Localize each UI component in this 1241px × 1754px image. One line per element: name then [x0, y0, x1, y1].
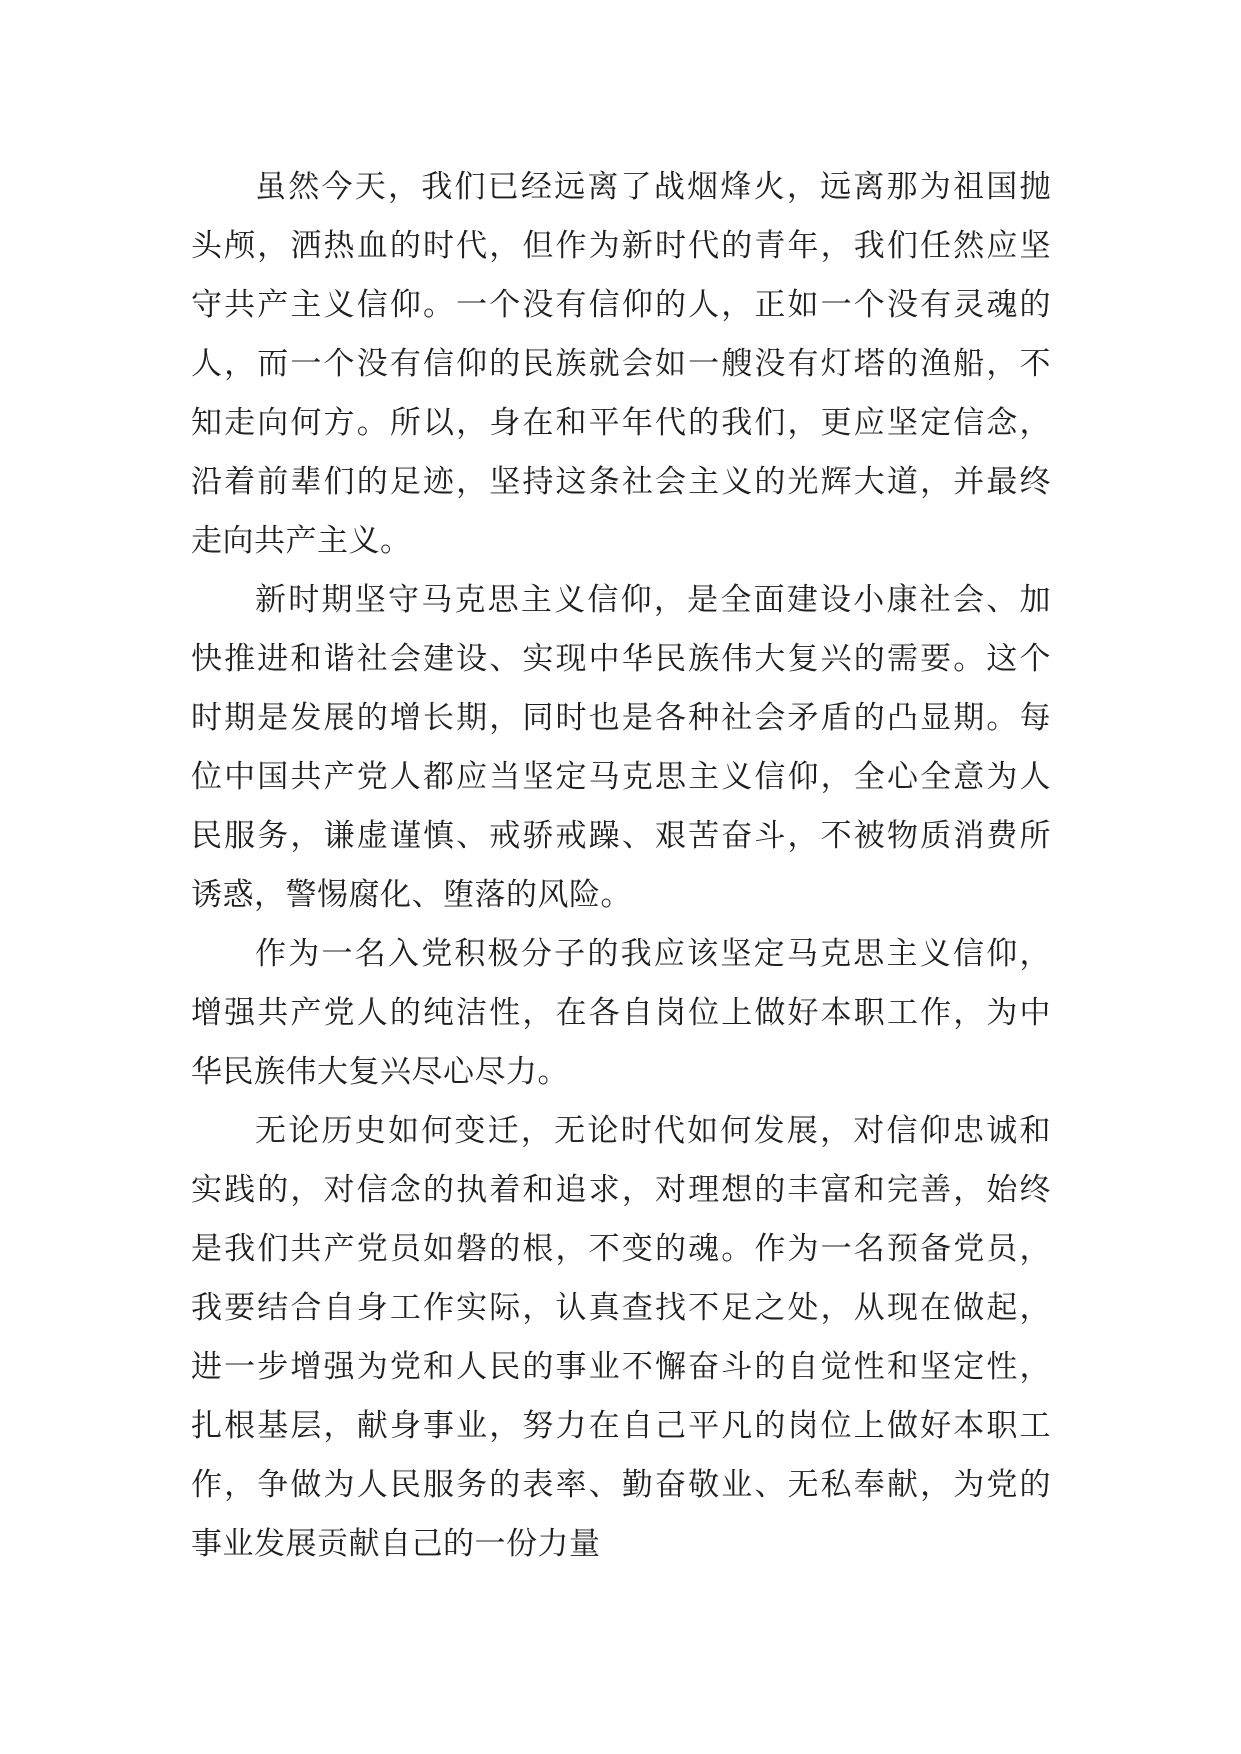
paragraph-line: 沿着前辈们的足迹，坚持这条社会主义的光辉大道，并最终 — [191, 464, 1051, 500]
paragraph-line: 增强共产党人的纯洁性，在各自岗位上做好本职工作，为中 — [191, 995, 1051, 1031]
paragraph-line: 事业发展贡献自己的一份力量 — [191, 1526, 601, 1562]
paragraph-line: 人，而一个没有信仰的民族就会如一艘没有灯塔的渔船，不 — [191, 346, 1051, 382]
paragraph-line: 华民族伟大复兴尽心尽力。 — [191, 1054, 569, 1090]
paragraph-2 — [191, 571, 1051, 925]
paragraph-line: 诱惑，警惕腐化、堕落的风险。 — [191, 877, 632, 913]
paragraph-line: 作为一名入党积极分子的我应该坚定马克思主义信仰， — [255, 936, 1051, 972]
paragraph-line: 走向共产主义。 — [191, 523, 412, 559]
paragraph-1 — [191, 158, 1051, 571]
paragraph-line: 位中国共产党人都应当坚定马克思主义信仰，全心全意为人 — [191, 759, 1051, 795]
paragraph-line: 快推进和谐社会建设、实现中华民族伟大复兴的需要。这个 — [191, 641, 1051, 677]
paragraph-line: 进一步增强为党和人民的事业不懈奋斗的自觉性和坚定性， — [191, 1349, 1051, 1385]
paragraph-line: 守共产主义信仰。一个没有信仰的人，正如一个没有灵魂的 — [191, 287, 1051, 323]
paragraph-line: 新时期坚守马克思主义信仰，是全面建设小康社会、加 — [255, 582, 1051, 618]
paragraph-4 — [191, 1102, 1051, 1574]
paragraph-line: 作，争做为人民服务的表率、勤奋敬业、无私奉献，为党的 — [191, 1467, 1051, 1503]
paragraph-line: 实践的，对信念的执着和追求，对理想的丰富和完善，始终 — [191, 1172, 1051, 1208]
paragraph-line: 扎根基层，献身事业，努力在自己平凡的岗位上做好本职工 — [191, 1408, 1051, 1444]
paragraph-line: 知走向何方。所以，身在和平年代的我们，更应坚定信念， — [191, 405, 1051, 441]
paragraph-line: 无论历史如何变迁，无论时代如何发展，对信仰忠诚和 — [255, 1113, 1051, 1149]
paragraph-line: 头颅，洒热血的时代，但作为新时代的青年，我们任然应坚 — [191, 228, 1051, 264]
paragraph-3 — [191, 925, 1051, 1102]
paragraph-line: 虽然今天，我们已经远离了战烟烽火，远离那为祖国抛 — [255, 169, 1051, 205]
paragraph-line: 时期是发展的增长期，同时也是各种社会矛盾的凸显期。每 — [191, 700, 1051, 736]
paragraph-line: 民服务，谦虚谨慎、戒骄戒躁、艰苦奋斗，不被物质消费所 — [191, 818, 1051, 854]
paragraph-line: 是我们共产党员如磐的根，不变的魂。作为一名预备党员， — [191, 1231, 1051, 1267]
paragraph-line: 我要结合自身工作实际，认真查找不足之处，从现在做起， — [191, 1290, 1051, 1326]
document-body — [191, 158, 1051, 1574]
